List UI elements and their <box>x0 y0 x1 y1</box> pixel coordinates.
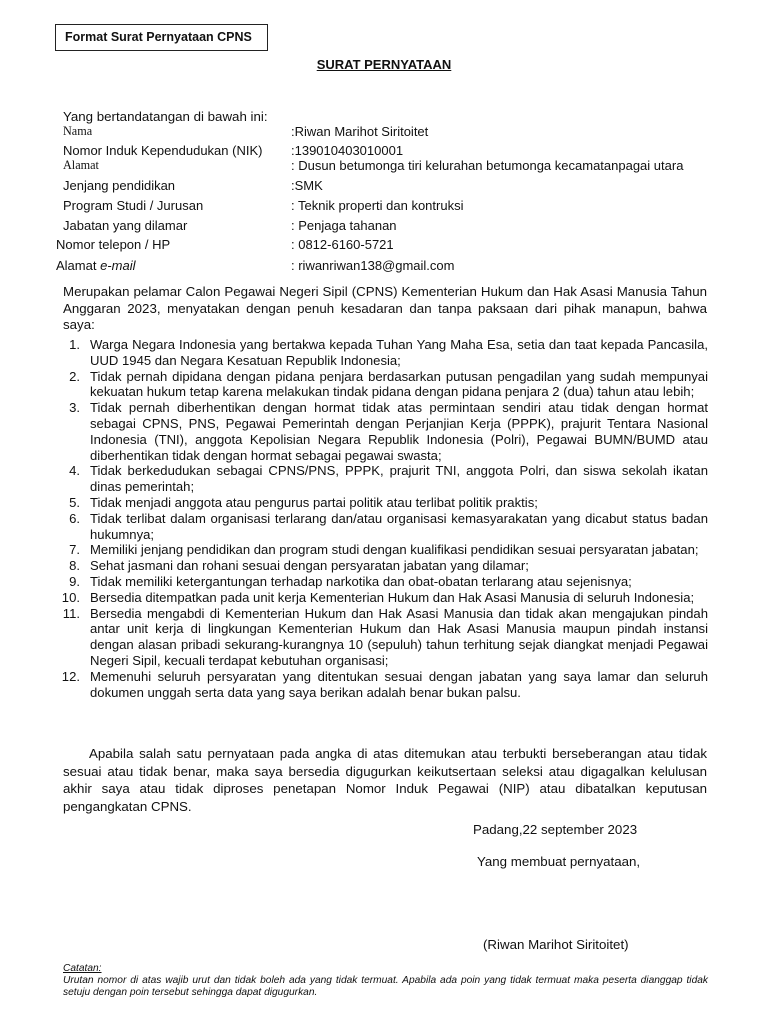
list-item-number: 10. <box>61 589 80 605</box>
list-item-number: 8. <box>69 558 80 574</box>
field-row-nama <box>0 124 768 142</box>
field-value: : Teknik properti dan kontruksi <box>291 198 464 213</box>
list-item-text: Tidak terlibat dalam organisasi terlarang dan/atau organisasi kemasyarakatan yang dicabut status badan hukumnya; <box>90 510 708 542</box>
field-label <box>56 258 135 273</box>
format-label-box: Format Surat Pernyataan CPNS <box>55 24 268 51</box>
field-label: Program Studi / Jurusan <box>63 198 204 213</box>
statement-list <box>60 337 708 700</box>
document-title: SURAT PERNYATAAN <box>316 57 452 72</box>
list-item <box>60 590 708 606</box>
field-label: Alamat <box>63 158 99 172</box>
field-label: Nama <box>63 124 93 138</box>
field-value: : Dusun betumonga tiri kelurahan betumonga kecamatanpagai utara <box>291 158 684 173</box>
list-item-text: Tidak menjadi anggota atau pengurus partai politik atau terlibat politik praktis; <box>90 494 538 510</box>
field-label: Jabatan yang dilamar <box>63 218 188 233</box>
field-value: : Penjaga tahanan <box>291 218 397 233</box>
note-text: Urutan nomor di atas wajib urut dan tidak boleh ada yang tidak termuat. Apabila ada poin yang tidak termuat maka peserta dianggap tidak setuju dengan poin tersebut sehingga dapat digugurkan. <box>63 975 708 998</box>
list-item-number: 1. <box>69 337 80 352</box>
list-item <box>60 369 708 401</box>
intro-text: Yang bertandatangan di bawah ini: <box>63 109 268 124</box>
note-label: Catatan: <box>63 963 102 974</box>
field-label: Jenjang pendidikan <box>63 178 176 193</box>
field-label: Nomor telepon / HP <box>56 237 171 252</box>
list-item <box>60 669 708 701</box>
list-item <box>60 337 708 369</box>
list-item-text: Tidak berkedudukan sebagai CPNS/PNS, PPPK, prajurit TNI, anggota Polri, dan siswa sekolah ikatan dinas pemerintah; <box>90 463 708 495</box>
field-row-jabatan <box>0 218 768 236</box>
list-item-text: Bersedia ditempatkan pada unit kerja Kementerian Hukum dan Hak Asasi Manusia di seluruh Indonesia; <box>90 589 695 605</box>
field-label-italic: e-mail <box>100 258 136 273</box>
list-item-text: Bersedia mengabdi di Kementerian Hukum dan Hak Asasi Manusia dan tidak akan mengajukan pindah antar unit kerja di lingkungan Kementerian Hukum dan Hak Asasi Manusia maupun pindah instansi dengan alasan pribadi sekurang-kurangnya 10 (sepuluh) tahun terhitung sejak diangkat menjadi Pegawai Negeri Sipil, kecuali terdapat kebutuhan organisasi; <box>90 605 708 668</box>
field-row-email <box>0 258 768 276</box>
field-label: Nomor Induk Kependudukan (NIK) <box>63 143 263 158</box>
list-item <box>60 558 708 574</box>
list-item-text: Memenuhi seluruh persyaratan yang ditentukan sesuai dengan jabatan yang saya lamar dan seluruh dokumen unggah serta data yang saya berikan adalah benar bukan palsu. <box>90 668 708 700</box>
list-item-number: 6. <box>69 510 80 526</box>
list-item-text: Memiliki jenjang pendidikan dan program studi dengan kualifikasi pendidikan sesuai persyaratan jabatan; <box>90 542 699 558</box>
list-item <box>60 606 708 669</box>
list-item-number: 3. <box>69 400 80 416</box>
list-item <box>60 495 708 511</box>
field-row-alamat <box>0 158 768 176</box>
list-item <box>60 574 708 590</box>
field-value: :Riwan Marihot Siritoitet <box>291 124 429 139</box>
statement-intro-paragraph: Merupakan pelamar Calon Pegawai Negeri Sipil (CPNS) Kementerian Hukum dan Hak Asasi Manusia Tahun Anggaran 2023, menyatakan dengan penuh kesadaran dan tanpa paksaan dari pihak manapun, bahwa saya: <box>63 284 707 332</box>
field-label-prefix: Alamat <box>56 258 101 273</box>
field-row-telepon <box>0 237 768 255</box>
list-item-number: 2. <box>69 368 80 384</box>
place-date: Padang,22 september 2023 <box>473 822 638 837</box>
list-item <box>60 511 708 543</box>
signer-name: (Riwan Marihot Siritoitet) <box>483 937 629 952</box>
list-item-number: 11. <box>62 605 80 621</box>
list-item-number: 5. <box>69 494 80 510</box>
field-value: : 0812-6160-5721 <box>291 237 394 252</box>
list-item-number: 7. <box>69 542 80 558</box>
consequence-paragraph: Apabila salah satu pernyataan pada angka di atas ditemukan atau terbukti berseberangan atau tidak sesuai atau tidak benar, maka saya bersedia digugurkan keikutsertaan seleksi atau digagalkan kelulusan akhir saya atau tidak diproses penetapan Nomor Induk Pegawai (NIP) atau dibatalkan keputusan pengangkatan CPNS. <box>63 746 707 814</box>
field-value: :SMK <box>291 178 323 193</box>
field-row-jenjang <box>0 178 768 196</box>
list-item <box>60 463 708 495</box>
list-item-text: Sehat jasmani dan rohani sesuai dengan persyaratan jabatan yang dilamar; <box>90 558 529 574</box>
list-item-text: Warga Negara Indonesia yang bertakwa kepada Tuhan Yang Maha Esa, setia dan taat kepada Pancasila, UUD 1945 dan Negara Kesatuan Republik Indonesia; <box>90 337 708 368</box>
signer-label: Yang membuat pernyataan, <box>477 854 641 869</box>
field-row-prodi <box>0 198 768 216</box>
list-item-text: Tidak pernah dipidana dengan pidana penjara berdasarkan putusan pengadilan yang sudah mempunyai kekuatan hukum tetap karena melakukan tindak pidana dengan pidana penjara 2 (dua) tahun atau lebih; <box>90 368 708 400</box>
list-item-number: 9. <box>69 573 80 589</box>
field-value: :139010403010001 <box>291 143 404 158</box>
list-item-number: 12. <box>61 668 80 684</box>
list-item-text: Tidak memiliki ketergantungan terhadap narkotika dan obat-obatan terlarang atau sejenisnya; <box>90 573 632 589</box>
list-item <box>60 542 708 558</box>
list-item-number: 4. <box>69 463 80 479</box>
list-item-text: Tidak pernah diberhentikan dengan hormat tidak atas permintaan sendiri atau tidak dengan hormat sebagai CPNS, PNS, Pegawai Pemerintah dengan Perjanjian Kerja (PPPK), prajurit Tentara Nasional Indonesia (TNI), anggota Kepolisian Negara Republik Indonesia (Polri), Pegawai BUMN/BUMD atau diberhentikan tidak dengan hormat sebagai pegawai swasta; <box>90 400 708 463</box>
list-item <box>60 400 708 463</box>
field-value: : riwanriwan138@gmail.com <box>291 258 455 273</box>
